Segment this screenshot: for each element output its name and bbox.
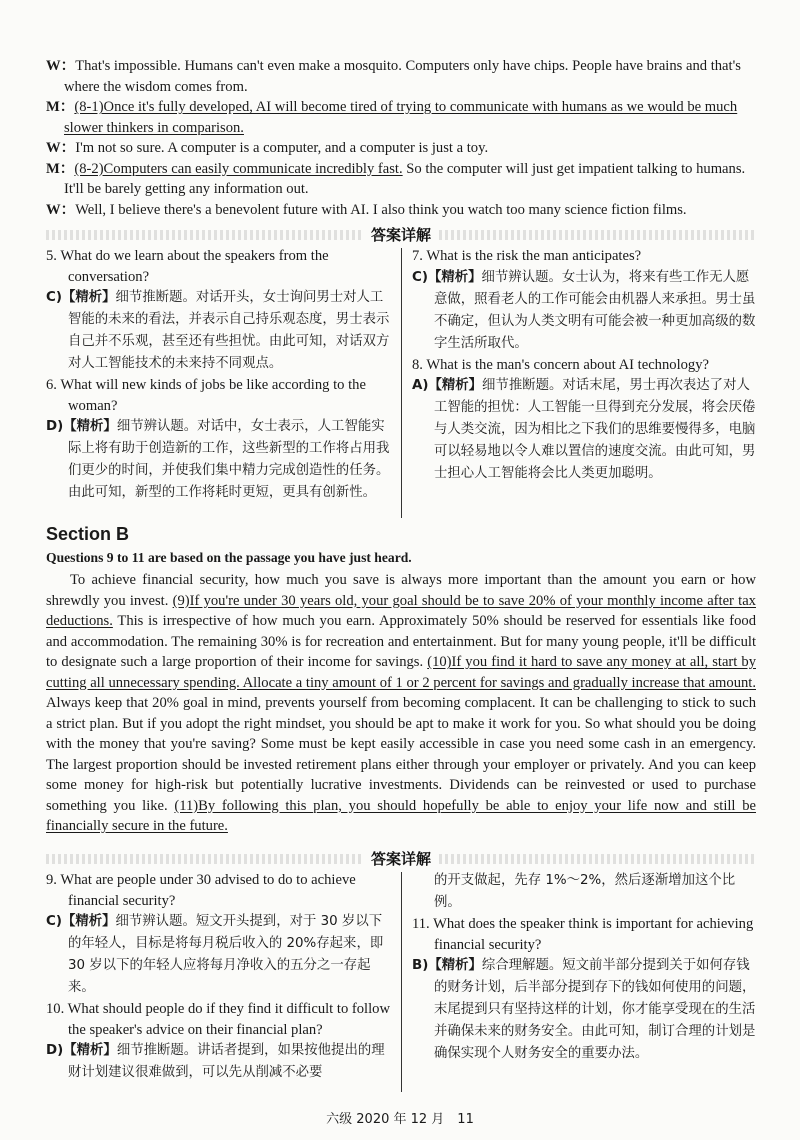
speaker-label: W： xyxy=(46,201,76,218)
explanation-text: 细节推断题。对话开头，女士询问男士对人工智能的未来的看法，并表示自己持乐观态度，男士表示自己并不乐观，甚至还有些担忧。由此可知，对话双方对人工智能技术的未来持不同观点。 xyxy=(68,290,390,371)
key-sentence: (8-2)Computers can easily communicate incredibly fast. xyxy=(74,160,403,177)
answer-tag: C)【精析】 xyxy=(46,290,116,305)
passage-text xyxy=(46,570,756,837)
section-title: Section B xyxy=(46,524,130,544)
explanation-text: 细节辨认题。对话中，女士表示，人工智能实际上将有助于创造新的工作，这些新型的工作将占用我们更少的时间，并使我们集中精力完成创造性的任务。由此可知，新型的工作将耗时更短，更具有创新性。 xyxy=(68,419,390,500)
explanation-text: 细节推断题。讲话者提到，如果按他提出的理财计划建议很难做到，可以先从削减不必要 xyxy=(68,1043,385,1080)
answers-left-column-2 xyxy=(46,870,390,1084)
question: 5. What do we learn about the speakers from the conversation? xyxy=(46,248,329,285)
answer-tag: D)【精析】 xyxy=(46,1043,117,1058)
dialogue-line xyxy=(46,56,756,97)
dialogue-text: So the computer will just get impatient talking to humans. It'll be barely getting any information out. xyxy=(64,160,746,197)
question: 7. What is the risk the man anticipates? xyxy=(412,248,642,264)
explanation-continued: 的开支做起，先存 1%～2%，然后逐渐增加这个比例。 xyxy=(434,873,736,910)
dialogue-text: That's impossible. Humans can't even make a mosquito. Computers only have chips. People have brains and that's where the wisdom comes from. xyxy=(64,58,741,95)
question: 6. What will new kinds of jobs be like according to the woman? xyxy=(46,377,366,414)
answer-explanation xyxy=(46,911,390,999)
key-sentence: (10)If you find it hard to save any money at all, start by cutting all unnecessary spending. Allocate a tiny amount of 1 or 2 percent for savings and gradually increase that amount. xyxy=(46,654,756,691)
answers-right-column-2 xyxy=(412,870,756,1065)
speaker-label: W： xyxy=(46,58,76,74)
key-sentence: (8-1)Once it's fully developed, AI will become tired of trying to communicate with humans as we would be much slower thinkers in comparison. xyxy=(64,99,738,136)
dialogue-text: I'm not so sure. A computer is a computer, and a computer is just a toy. xyxy=(75,140,489,156)
question: 9. What are people under 30 advised to do to achieve financial security? xyxy=(46,872,356,909)
key-sentence: (9)If you're under 30 years old, your goal should be to save 20% of your monthly income after tax deductions. xyxy=(46,592,756,629)
dialogue-line xyxy=(46,138,756,159)
answers-title: 答案详解 xyxy=(371,225,432,244)
speaker-label: M： xyxy=(46,160,75,177)
answers-divider-1 xyxy=(46,226,756,244)
passage-sentence: To achieve financial security, how much you save is always more important than the amount you earn or how shrewdly you invest. xyxy=(46,572,756,609)
answer-explanation xyxy=(46,1040,390,1084)
dialogue-line xyxy=(46,97,756,138)
answer-tag: B)【精析】 xyxy=(412,958,482,973)
answers-divider-2 xyxy=(46,850,756,868)
explanation-text: 细节辨认题。女士认为，将来有些工作无人愿意做，照看老人的工作可能会由机器人来承担。男士虽不确定，但认为人类文明有可能会被一种更加高级的数字生活所取代。 xyxy=(434,269,756,351)
explanation-text: 细节推断题。对话末尾，男士再次表达了对人工智能的担忧：人工智能一旦得到充分发展，将会厌倦与人类交流，因为相比之下我们的思维要慢得多，电脑可以轻易地以令人难以置信的速度交流。由此可知，男士担心人工智能将会比人类更加聪明。 xyxy=(434,378,756,481)
explanation-text: 综合理解题。短文前半部分提到关于如何存钱的财务计划，后半部分提到存下的钱如何使用的问题，末尾提到只有坚持这样的计划，你才能享受现在的生活并确保未来的财务安全。由此可知，制订合理的计划是确保实现个人财务安全的重要办法。 xyxy=(434,958,756,1061)
answers-right-column-1 xyxy=(412,246,756,485)
answer-tag: C)【精析】 xyxy=(412,269,482,285)
answer-explanation xyxy=(412,375,756,485)
answers-title: 答案详解 xyxy=(371,849,432,868)
key-sentence: (11)By following this plan, you should hopefully be able to enjoy your life now and still be financially secure in the future. xyxy=(46,797,756,834)
answer-explanation xyxy=(412,267,756,355)
explanation-text: 细节辨认题。短文开头提到，对于 30 岁以下的年轻人，目标是将每月税后收入的 20%存起来，即 30 岁以下的年轻人应将每月净收入的五分之一存起来。 xyxy=(68,914,384,995)
question: 8. What is the man's concern about AI technology? xyxy=(412,356,709,373)
questions-note: Questions 9 to 11 are based on the passage you have just heard. xyxy=(46,550,412,565)
question: 10. What should people do if they find it difficult to follow the speaker's advice on their financial plan? xyxy=(46,1001,390,1038)
answer-explanation xyxy=(46,416,390,504)
question: 11. What does the speaker think is important for achieving financial security? xyxy=(412,916,754,953)
dialogue-transcript xyxy=(46,56,756,220)
passage-sentence: Always keep that 20% goal in mind, prevents yourself from becoming complacent. It can be challenging to stick to such a strict plan. But if you adopt the right mindset, you should be apt to make it work for you. So what should you be doing with the money that you're saving? Some must be kept easily accessible in case you need some cash in an emergency. The largest proportion should be invested retirement plans either through your employer or privately. And you can keep some money for high-risk but potentially lucrative investments. Dividends can be reinvested or used to purchase something you like. xyxy=(46,695,756,814)
speaker-label: M： xyxy=(46,99,75,115)
answer-tag: D)【精析】 xyxy=(46,419,117,434)
answer-tag: C)【精析】 xyxy=(46,914,116,929)
page-footer: 六级 2020 年 12 月 11 xyxy=(326,1112,474,1127)
answers-left-column-1 xyxy=(46,246,390,504)
dialogue-line xyxy=(46,200,756,221)
dialogue-line xyxy=(46,159,756,200)
answer-explanation xyxy=(412,955,756,1065)
column-divider xyxy=(401,872,402,1092)
passage-sentence: This is irrespective of how much you earn. Approximately 50% should be reserved for essentials like food and accommodation. The remaining 30% is for recreation and entertainment. But for many young people, it'll be difficult to designate such a large proportion of their income for savings. xyxy=(46,613,756,670)
speaker-label: W： xyxy=(46,140,76,156)
column-divider xyxy=(401,248,402,518)
answer-tag: A)【精析】 xyxy=(412,378,483,393)
dialogue-text: Well, I believe there's a benevolent future with AI. I also think you watch too many science fiction films. xyxy=(75,201,687,218)
answer-explanation xyxy=(46,287,390,375)
